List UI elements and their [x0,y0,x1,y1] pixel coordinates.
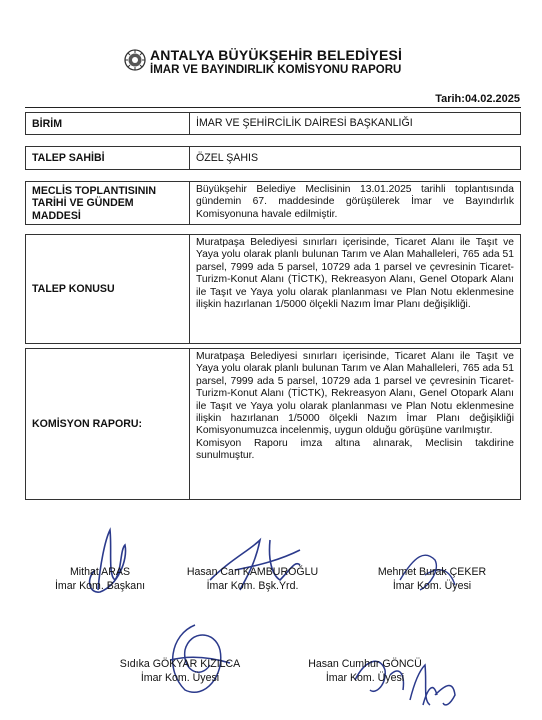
talep-konusu-value: Muratpaşa Belediyesi sınırları içerisinde, Ticaret Alanı ile Taşıt ve Yaya yolu olarak planlı bulunan Tarım ve Alan Mahalleleri, 765 ada 51 parsel, 7999 ada 5 parsel, 10729 ada 1 parsel ve çevresinin Ticaret-Turizm-Konut Alanı (TİCTK), Rekreasyon Alanı, Genel Otopark Alanı ile Taşıt ve Yaya yolu olarak planlanması ve Plan Notu eklenmesine ilişkin hazırlanan 1/5000 ölçekli Nazım İmar Planı değişikliği. [196,237,514,311]
signature-ceker [362,565,502,593]
signatory-name: Hasan Cumhur GÖNCÜ [308,658,422,670]
talep-sahibi-value: ÖZEL ŞAHIS [196,151,259,164]
birim-label: BİRİM [26,113,190,134]
talep-sahibi-label: TALEP SAHİBİ [26,147,190,169]
signature-kizilca [100,657,260,685]
talep-konusu-label: TALEP KONUSU [26,235,190,343]
talep-sahibi-row [25,146,521,170]
signatory-name: Sıdıka GÖKYAR KIZILCA [119,658,241,670]
komisyon-label: KOMİSYON RAPORU: [26,349,190,499]
signatory-title: İmar Kom. Üyesi [325,672,405,684]
signature-aras [40,565,160,593]
signatory-title: İmar Kom. Bşk.Yrd. [206,580,299,592]
komisyon-row [25,348,521,500]
signatory-name: Hasan Can KAMBUROĞLU [186,566,319,578]
meclis-label: MECLİS TOPLANTISININ TARİHİ VE GÜNDEM MADDESİ [26,182,190,224]
talep-konusu-row [25,234,521,344]
birim-value: İMAR VE ŞEHİRCİLİK DAİRESİ BAŞKANLIĞI [196,117,413,130]
report-date: Tarih:04.02.2025 [435,93,520,105]
signatory-title: İmar Kom. Üyesi [392,580,472,592]
signatory-name: Mehmet Burak ÇEKER [377,566,487,578]
meclis-value: Büyükşehir Belediye Meclisinin 13.01.2025 tarihli toplantısında gündemin 67. maddesinde görüşülerek İmar ve Bayındırlık Komisyonuna havale edilmiştir. [196,184,514,220]
meclis-row [25,181,521,225]
organization-title: ANTALYA BÜYÜKŞEHİR BELEDİYESİ [150,47,403,63]
signatory-title: İmar Kom. Üyesi [140,672,220,684]
komisyon-value [190,349,520,499]
komisyon-text-2: Komisyon Raporu imza altına alınarak, Meclisin takdirine sunulmuştur. [196,437,514,462]
signatory-name: Mithat ARAS [69,566,131,578]
municipality-seal-icon [124,49,146,71]
birim-row [25,112,521,135]
signatory-title: İmar Kom. Başkanı [54,580,146,592]
signature-kamburoglu [175,565,330,593]
header-divider [25,107,521,108]
komisyon-text: Muratpaşa Belediyesi sınırları içerisinde, Ticaret Alanı ile Taşıt ve Yaya yolu olarak planlı bulunan Tarım ve Alan Mahalleleri, 765 ada 51 parsel, 7999 ada 5 parsel, 10729 ada 1 parsel ve çevresinin Ticaret-Turizm-Konut Alanı (TİCTK), Rekreasyon Alanı, Genel Otopark Alanı ile Taşıt ve Yaya yolu olarak planlanması ve Plan Notu eklenmesine ilişkin hazırlanan 1/5000 ölçekli Nazım İmar Planı değişikliği Komisyonumuzca incelenmiş, uygun olduğu görüşüne varılmıştır. [196,351,514,437]
signature-goncu [290,657,440,685]
report-title: İMAR VE BAYINDIRLIK KOMİSYONU RAPORU [150,64,402,76]
